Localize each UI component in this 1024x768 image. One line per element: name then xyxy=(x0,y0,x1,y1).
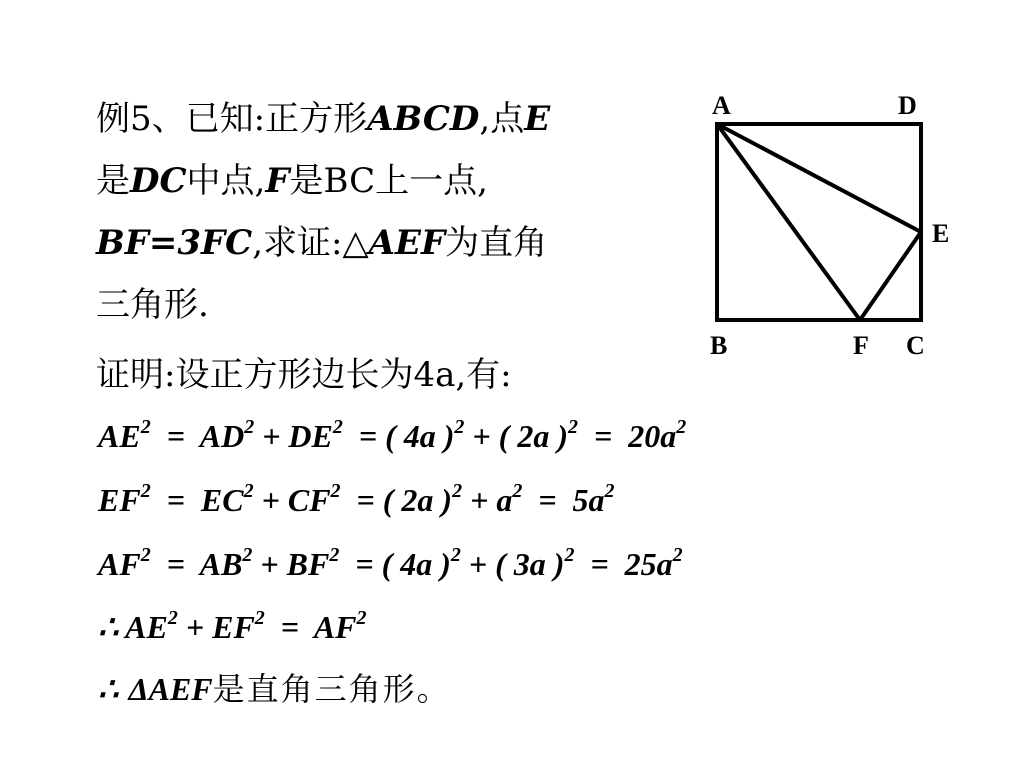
label-c: C xyxy=(906,331,925,360)
therefore-symbol: ∴ xyxy=(98,671,119,707)
segment-af xyxy=(717,124,860,320)
text-shi: 是 xyxy=(96,161,130,201)
problem-statement xyxy=(96,88,676,336)
equation-sum: ∴ $AE^2 + EF^2 = AF^2$ xyxy=(98,607,367,645)
problem-line-4 xyxy=(96,274,676,336)
text-prove: ,求证: xyxy=(252,223,343,263)
label-a: A xyxy=(712,91,731,120)
proof-intro xyxy=(96,350,512,400)
triangle-symbol: △ xyxy=(342,223,369,263)
label-f: F xyxy=(853,331,869,360)
text-triangle: 三角形. xyxy=(96,285,209,325)
label-e: E xyxy=(932,219,950,248)
point-e: E xyxy=(524,99,551,139)
problem-prefix: 例5、已知:正方形 xyxy=(96,99,368,139)
conclusion xyxy=(98,664,451,710)
label-b: B xyxy=(710,331,728,360)
triangle-aef: AEF xyxy=(368,223,446,263)
point-f: F xyxy=(265,161,290,201)
square-name: ABCD xyxy=(367,99,480,139)
segment-ae xyxy=(717,124,921,232)
equation-ef: $EF^2 = EC^2 + CF^2$ = ( 2a )$^2 + a^2 = 5a^2$ xyxy=(98,480,615,518)
segment-dc: DC xyxy=(130,161,187,201)
problem-line-3 xyxy=(96,212,676,274)
text-midpoint: 中点, xyxy=(186,161,266,201)
label-d: D xyxy=(898,91,917,120)
equation-ae: $AE^2 = AD^2 + DE^2$ = ( 4a )$^2$ + ( 2a )$^2 = 20a^2$ xyxy=(98,416,687,454)
segment-ef xyxy=(860,232,921,320)
problem-line-2 xyxy=(96,150,676,212)
square-abcd xyxy=(717,124,921,320)
proof-intro-text: 证明:设正方形边长为4a,有: xyxy=(96,355,512,395)
text-right: 为直角 xyxy=(445,223,548,263)
conclusion-text: 是直角三角形。 xyxy=(212,670,451,708)
point-label: ,点 xyxy=(479,99,525,139)
text-on-bc: 是BC上一点, xyxy=(289,161,488,201)
condition-bf: BF=3FC xyxy=(96,223,253,263)
square-figure xyxy=(700,86,960,366)
equation-af: $AF^2 = AB^2 + BF^2$ = ( 4a )$^2$ + ( 3a )$^2 = 25a^2$ xyxy=(98,544,683,582)
conclusion-triangle: ΔAEF xyxy=(128,671,213,707)
problem-line-1 xyxy=(96,88,676,150)
